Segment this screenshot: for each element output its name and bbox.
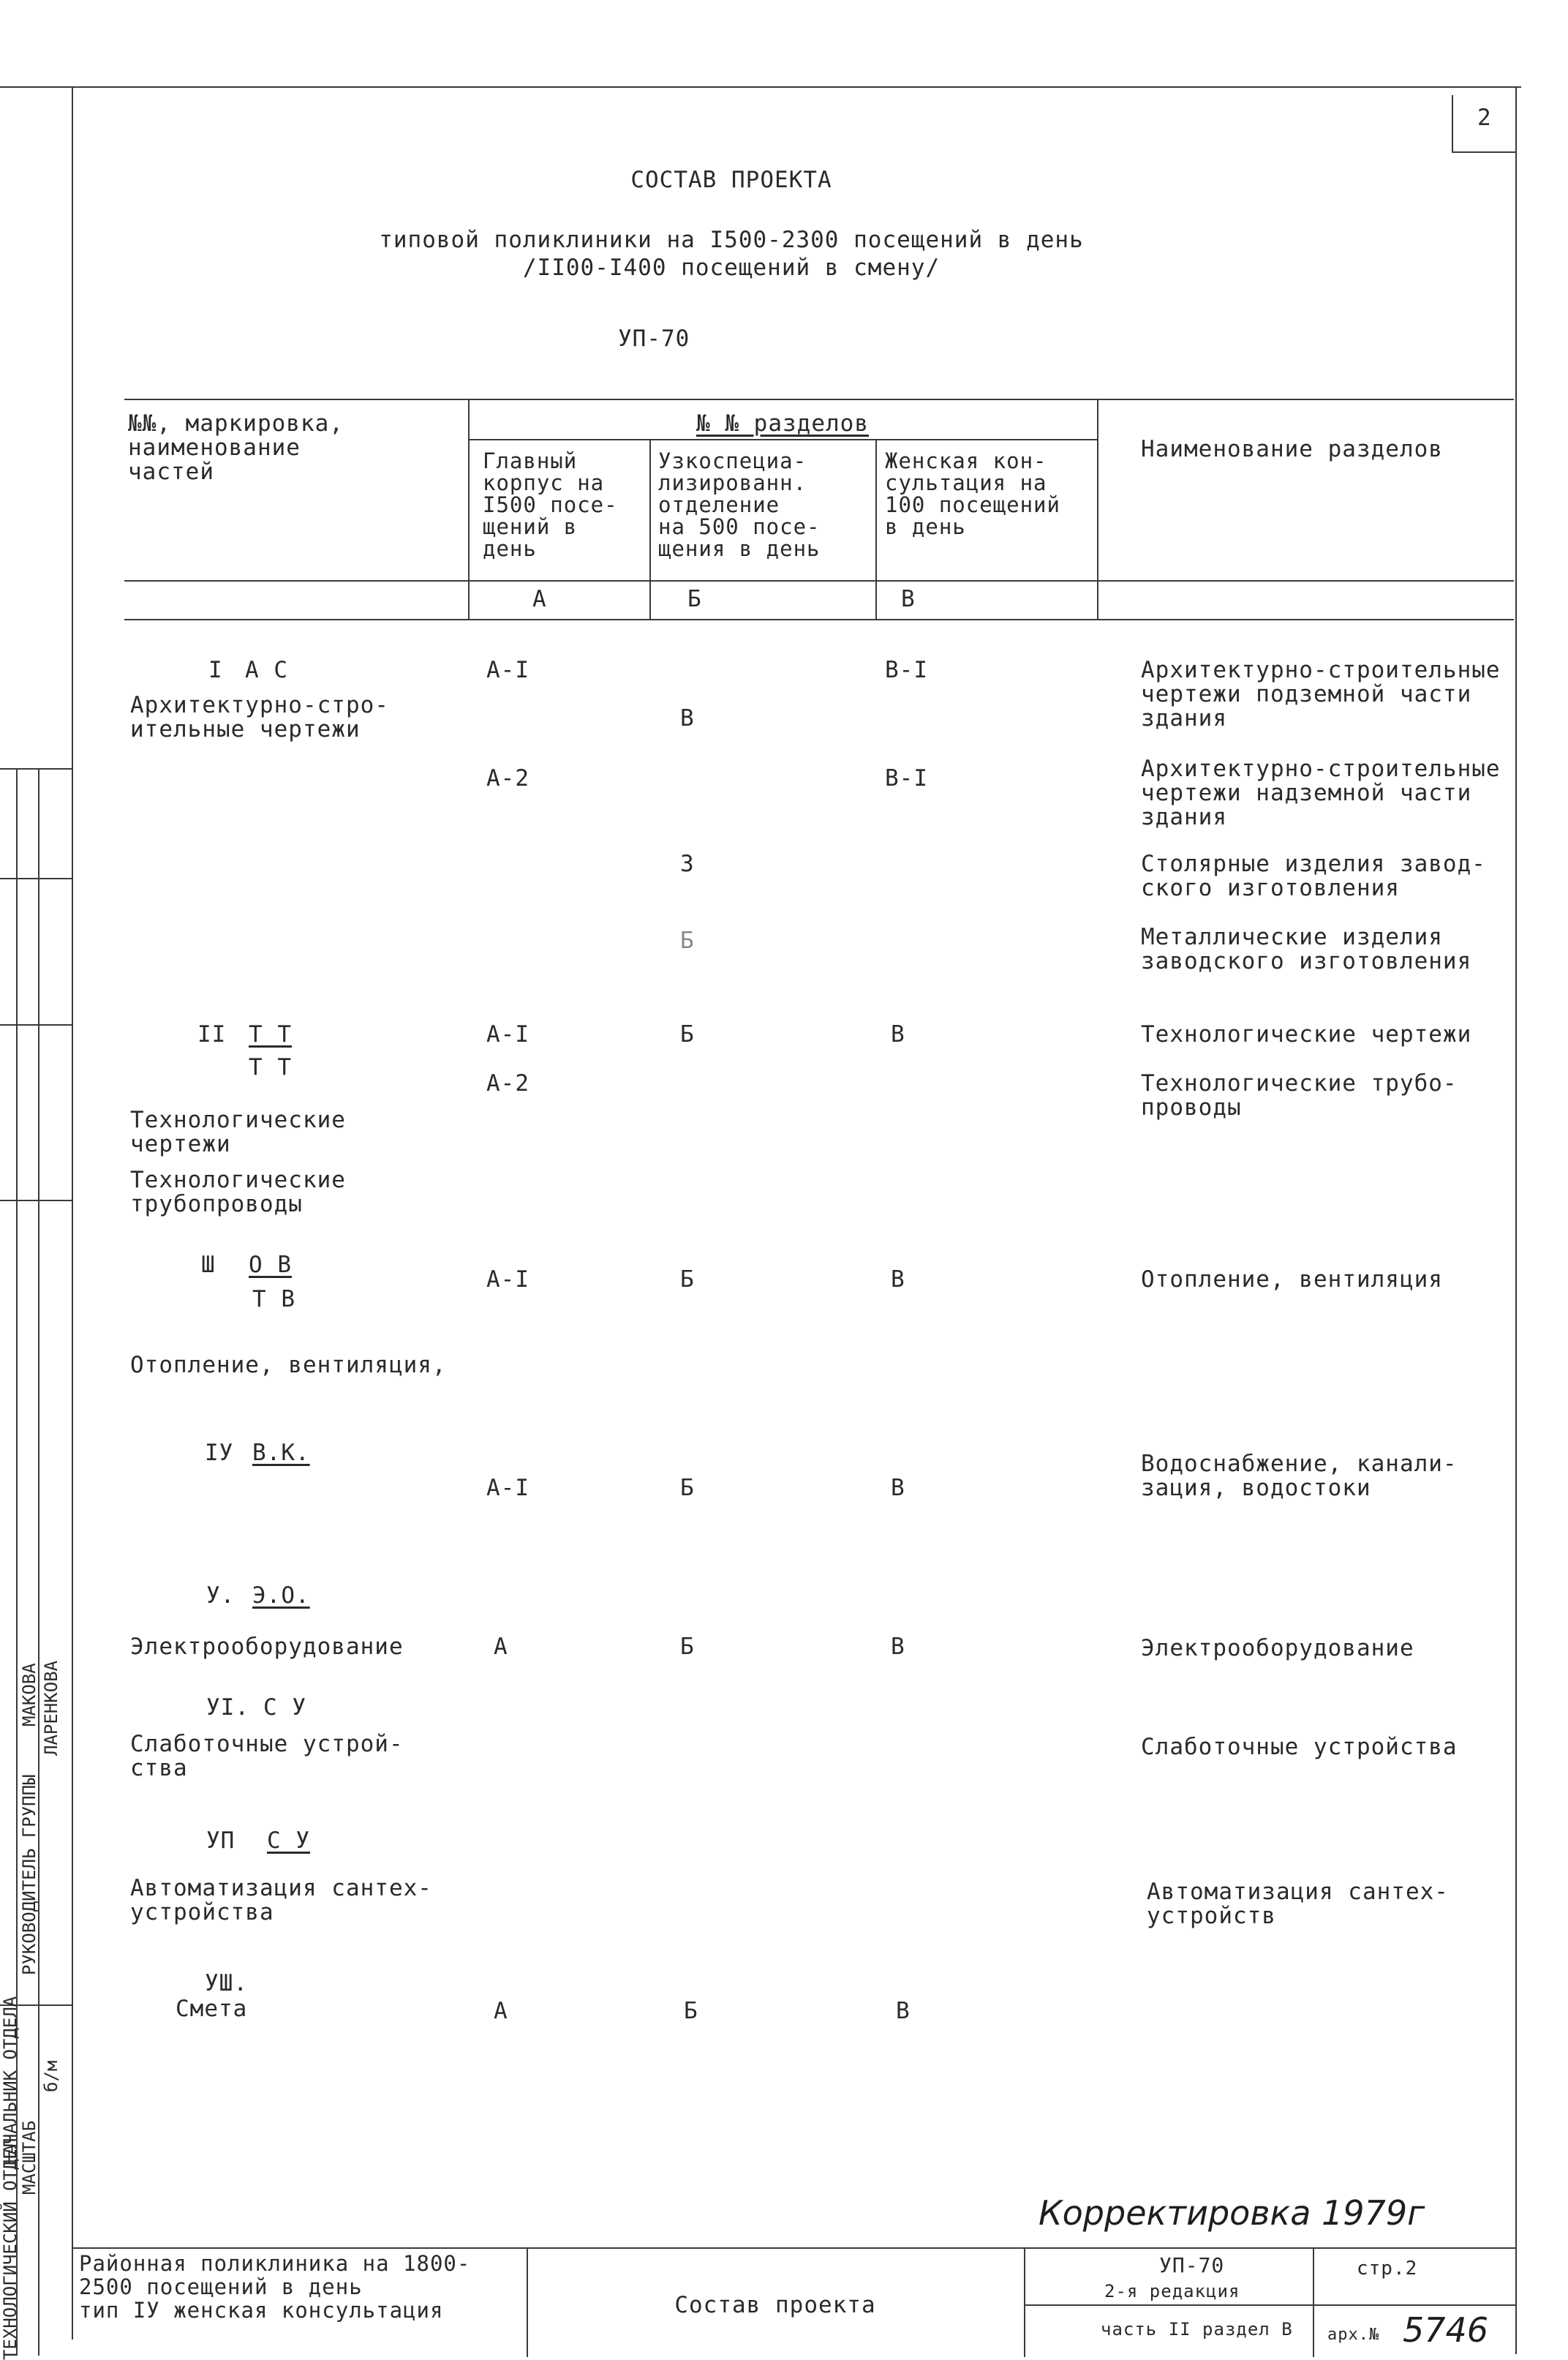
- header-section-names: Наименование разделов: [1141, 436, 1443, 462]
- row-8-a: А-I: [486, 1475, 529, 1501]
- title-block-archive-number: 5746: [1403, 2310, 1489, 2350]
- part-7-name: Автоматизация сантех- устройства: [130, 1875, 432, 1925]
- row-4-b: Б: [680, 928, 695, 954]
- row-6-name: Технологические трубо- проводы: [1141, 1070, 1458, 1121]
- row-7-a: А-I: [486, 1266, 529, 1293]
- row-9-name: Электрооборудование: [1141, 1635, 1414, 1661]
- stamp-hline-2: [0, 878, 72, 879]
- col-divider-names: [1097, 399, 1098, 619]
- row-1-name: Архитектурно-строительные чертежи подземной части здания: [1141, 657, 1501, 732]
- part-2-name-2: Технологические трубопроводы: [130, 1167, 346, 1217]
- page-number: 2: [1477, 105, 1492, 131]
- row-5-c: В: [891, 1021, 905, 1048]
- row-12-c: В: [896, 1998, 911, 2024]
- row-12-b: Б: [684, 1998, 698, 2024]
- stamp-name-2: МАКОВА: [19, 1663, 39, 1726]
- letters-bottom-rule: [124, 619, 1514, 620]
- part-6-roman: УI.: [206, 1694, 249, 1721]
- header-sections-group: № № разделов: [696, 410, 869, 437]
- row-6-a: А-2: [486, 1070, 529, 1097]
- stamp-hline-1: [0, 768, 72, 770]
- title-block-part-section: часть II раздел В: [1101, 2319, 1293, 2340]
- title-block-edition: 2-я редакция: [1104, 2281, 1240, 2301]
- row-3-b: З: [680, 851, 695, 877]
- title-block-divider-2: [1024, 2247, 1025, 2357]
- page-number-box-bottom: [1452, 151, 1516, 153]
- header-col-a: Главный корпус на I500 посе- щений в день: [483, 448, 618, 561]
- part-2-roman: II: [197, 1021, 227, 1048]
- row-1-c: В-I: [885, 657, 928, 683]
- group-header-rule: [468, 439, 1097, 440]
- stamp-scale-value: б/м: [41, 2060, 61, 2092]
- header-col-b: Узкоспециа- лизированн. отделение на 500 посе- щения в день: [658, 448, 821, 561]
- part-1-code: А С: [245, 657, 288, 683]
- stamp-hline-4: [0, 1200, 72, 1201]
- row-3-name: Столярные изделия завод- ского изготовления: [1141, 851, 1486, 901]
- part-4-code: В.К.: [252, 1440, 310, 1466]
- row-5-b: Б: [680, 1021, 695, 1048]
- header-letter-b: Б: [687, 586, 702, 612]
- part-7-roman: УП: [206, 1827, 235, 1854]
- title-block-top-rule: [72, 2247, 1516, 2249]
- title-block-divider-3: [1313, 2247, 1314, 2357]
- row-1b-b: В: [680, 705, 695, 732]
- stamp-scale: МАСШТАБ: [19, 2120, 39, 2195]
- part-5-code: Э.О.: [252, 1582, 310, 1609]
- document-title: СОСТАВ ПРОЕКТА: [630, 167, 832, 193]
- row-9-b: Б: [680, 1634, 695, 1660]
- part-8-name: Смета: [176, 1996, 248, 2022]
- title-block-doc-name: Состав проекта: [674, 2292, 876, 2318]
- row-8-b: Б: [680, 1475, 695, 1501]
- part-6-name: Слаботочные устрой- ства: [130, 1731, 404, 1781]
- part-3-name: Отопление, вентиляция,: [130, 1352, 447, 1378]
- row-8-name: Водоснабжение, канали- зация, водостоки: [1141, 1451, 1458, 1501]
- header-letter-c: В: [901, 586, 916, 612]
- row-2-c: В-I: [885, 765, 928, 792]
- row-5-a: А-I: [486, 1021, 529, 1048]
- row-7-b: Б: [680, 1266, 695, 1293]
- row-9-a: А: [494, 1634, 508, 1660]
- stamp-dept: ТЕХНОЛОГИЧЕСКИЙ ОТДЕЛ: [0, 2138, 20, 2360]
- frame-left-line: [72, 86, 73, 2340]
- header-bottom-rule: [124, 580, 1514, 582]
- row-5-name: Технологические чертежи: [1141, 1021, 1472, 1048]
- header-letter-a: А: [532, 586, 547, 612]
- row-7-c: В: [891, 1266, 905, 1293]
- project-code: УП-70: [618, 326, 690, 352]
- col-divider-b: [649, 439, 651, 619]
- col-divider-c: [875, 439, 877, 619]
- part-7-code: С У: [267, 1827, 310, 1854]
- part-1-name: Архитектурно-стро- ительные чертежи: [130, 692, 389, 743]
- header-col-c: Женская кон- сультация на 100 посещений в день: [885, 448, 1060, 539]
- stamp-hline-3: [0, 1024, 72, 1026]
- part-2-code: Т Т: [249, 1021, 292, 1048]
- row-1-a: А-I: [486, 657, 529, 683]
- header-parts: №№, маркировка, наименование частей: [128, 410, 344, 485]
- part-3-code: О В: [249, 1252, 292, 1278]
- row-9-c: В: [891, 1634, 905, 1660]
- row-10-name: Слаботочные устройства: [1141, 1734, 1458, 1760]
- title-block-sheet-label: стр.2: [1357, 2258, 1418, 2280]
- title-block-description: Районная поликлиника на 1800- 2500 посещений в день тип IУ женская консультация: [79, 2251, 471, 2323]
- title-block-inner-rule: [1024, 2304, 1515, 2306]
- document-subtitle-line1: типовой поликлиники на I500-2300 посещений в день: [379, 227, 1084, 253]
- frame-top-line: [0, 86, 1521, 88]
- row-12-a: А: [494, 1998, 508, 2024]
- part-4-roman: IУ: [205, 1440, 234, 1466]
- stamp-group-head: РУКОВОДИТЕЛЬ ГРУППЫ: [19, 1774, 39, 1975]
- row-4-name: Металлические изделия заводского изготовления: [1141, 924, 1472, 974]
- part-8-roman: УШ.: [205, 1970, 248, 1996]
- part-3-code-under: Т В: [252, 1286, 295, 1312]
- part-6-code: С У: [263, 1694, 306, 1721]
- part-5-roman: У.: [206, 1582, 235, 1609]
- title-block-code: УП-70: [1159, 2253, 1225, 2277]
- title-block-archive-label: арх.№: [1327, 2326, 1380, 2344]
- part-2-name-1: Технологические чертежи: [130, 1107, 346, 1157]
- part-5-name: Электрооборудование: [130, 1634, 404, 1660]
- row-8-c: В: [891, 1475, 905, 1501]
- row-7-name: Отопление, вентиляция: [1141, 1266, 1443, 1293]
- table-top-rule: [124, 399, 1514, 400]
- row-2-a: А-2: [486, 765, 529, 792]
- correction-note: Корректировка 1979г: [1039, 2193, 1425, 2233]
- page-number-box-left: [1452, 95, 1453, 152]
- frame-right-line: [1515, 86, 1517, 2354]
- stamp-name-1: ЛАРЕНКОВА: [41, 1660, 61, 1756]
- part-1-roman: I: [208, 657, 223, 683]
- stamp-head: НАЧАЛЬНИК ОТДЕЛА: [0, 1996, 20, 2165]
- document-subtitle-line2: /II00-I400 посещений в смену/: [522, 255, 941, 281]
- row-2-name: Архитектурно-строительные чертежи надземной части здания: [1141, 756, 1501, 830]
- part-2-code-under: Т Т: [249, 1054, 292, 1081]
- row-11-name: Автоматизация сантех- устройств: [1147, 1879, 1449, 1929]
- part-3-roman: Ш: [201, 1252, 216, 1278]
- stamp-line-2: [38, 768, 39, 2356]
